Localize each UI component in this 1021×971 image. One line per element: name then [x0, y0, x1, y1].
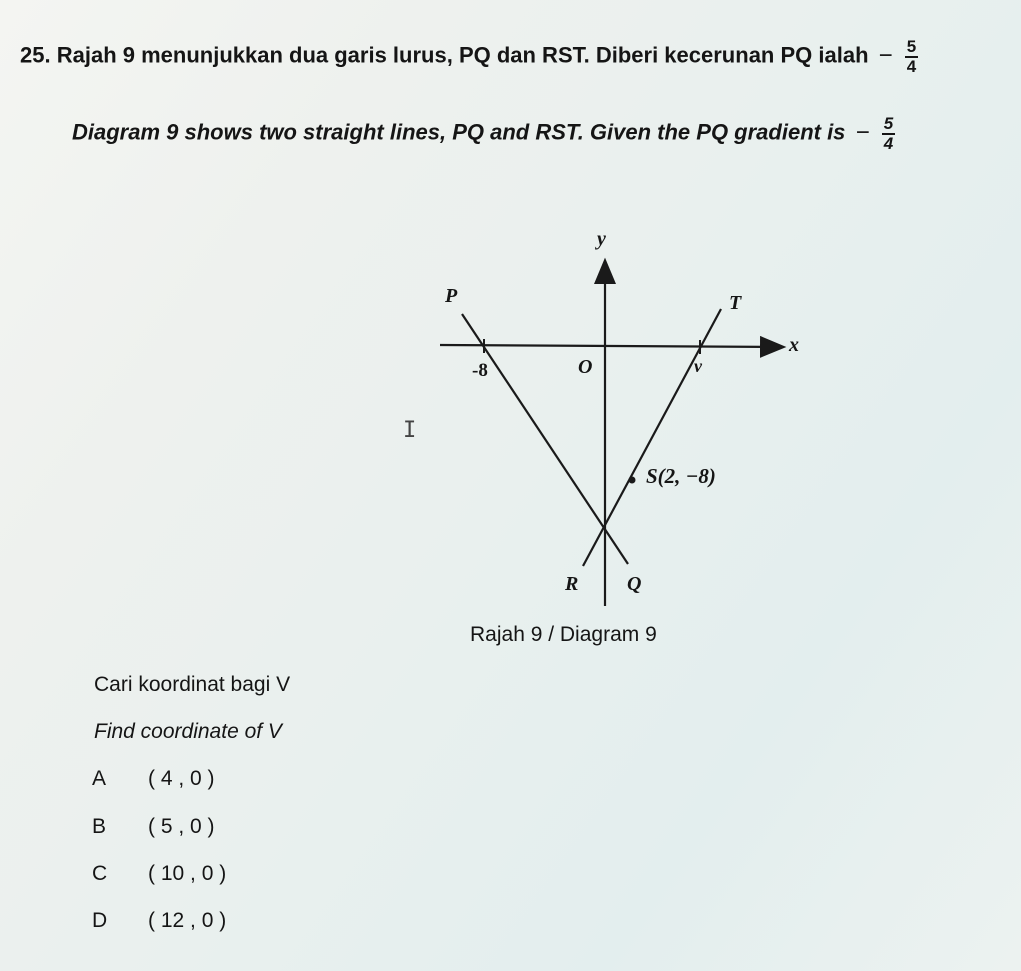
- diagram-caption: Rajah 9 / Diagram 9: [470, 623, 657, 646]
- gradient-denominator-en: 4: [883, 133, 894, 153]
- label-s: S(2, −8): [646, 464, 716, 488]
- label-v: v: [694, 356, 702, 376]
- gradient-numerator-en: 5: [883, 114, 894, 133]
- option-letter: C: [92, 862, 108, 885]
- option-value: ( 12 , 0 ): [148, 909, 227, 932]
- question-malay-text: Rajah 9 menunjukkan dua garis lurus, PQ dan RST. Diberi kecerunan PQ ialah: [56, 42, 869, 68]
- option-value: ( 5 , 0 ): [148, 815, 215, 838]
- label-t: T: [729, 292, 742, 314]
- gradient-numerator: 5: [906, 37, 917, 56]
- question-english-text: Diagram 9 shows two straight lines, PQ and RST. Given the PQ gradient is: [72, 119, 846, 145]
- label-neg8: -8: [472, 360, 488, 381]
- label-q: Q: [627, 573, 642, 595]
- option-c[interactable]: [92, 862, 226, 886]
- prompt-english: Find coordinate of V: [94, 720, 282, 743]
- gradient-sign-en: −: [855, 118, 870, 146]
- option-d[interactable]: [92, 909, 226, 933]
- label-x: x: [789, 334, 799, 356]
- option-letter: A: [92, 767, 107, 790]
- label-y: y: [597, 228, 606, 250]
- option-letter: D: [92, 909, 108, 932]
- question-number: 25.: [20, 42, 51, 68]
- option-value: ( 10 , 0 ): [148, 862, 227, 885]
- point-s: [629, 477, 636, 484]
- label-r: R: [565, 573, 579, 595]
- label-origin: O: [578, 356, 593, 378]
- option-b[interactable]: [92, 815, 215, 839]
- option-letter: B: [92, 815, 107, 838]
- prompt-malay: Cari koordinat bagi V: [94, 673, 291, 696]
- x-axis: [440, 345, 782, 347]
- option-value: ( 4 , 0 ): [148, 767, 215, 790]
- option-a[interactable]: [92, 767, 215, 791]
- gradient-sign: −: [878, 41, 893, 69]
- gradient-denominator: 4: [906, 56, 917, 76]
- text-cursor-icon: I: [403, 418, 417, 443]
- label-p: P: [445, 285, 458, 307]
